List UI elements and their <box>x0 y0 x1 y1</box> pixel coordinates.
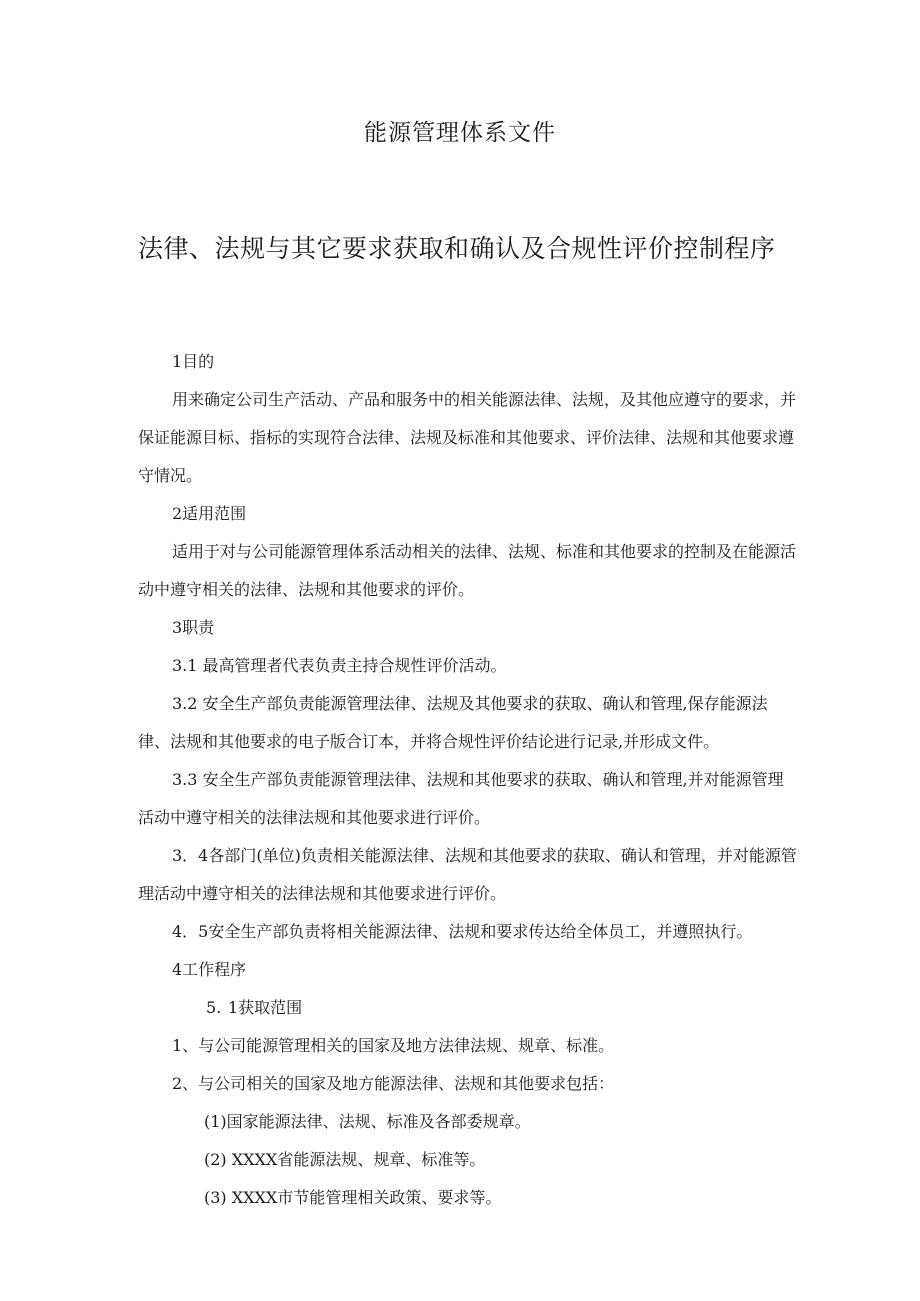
paragraph: 用来确定公司生产活动、产品和服务中的相关能源法律、法规，及其他应遵守的要求，并保证能源目标、指标的实现符合法律、法规及标准和其他要求、评价法律、法规和其他要求遵守情况。 <box>138 390 797 485</box>
list-item: 2、与公司相关的国家及地方能源法律、法规和其他要求包括： <box>172 1074 615 1093</box>
paragraph: 3．4各部门(单位)负责相关能源法律、法规和其他要求的获取、确认和管理，并对能源管理活动中遵守相关的法律法规和其他要求进行评价。 <box>138 846 797 903</box>
section-heading: 3职责 <box>172 618 215 637</box>
sub-list-item: (3) XXXX市节能管理相关政策、要求等。 <box>204 1188 502 1207</box>
sub-list-item: (1)国家能源法律、法规、标准及各部委规章。 <box>204 1112 531 1131</box>
document-body <box>138 343 798 1217</box>
subsection-number: 5. <box>206 998 222 1017</box>
list-item: 1、与公司能源管理相关的国家及地方法律法规、规章、标准。 <box>172 1036 615 1055</box>
section-heading: 2适用范围 <box>172 504 247 523</box>
paragraph: 适用于对与公司能源管理体系活动相关的法律、法规、标准和其他要求的控制及在能源活动中遵守相关的法律、法规和其他要求的评价。 <box>138 542 797 599</box>
paragraph: 3.3 安全生产部负责能源管理法律、法规和其他要求的获取、确认和管理,并对能源管理活动中遵守相关的法律法规和其他要求进行评价。 <box>138 770 784 827</box>
paragraph: 3.2 安全生产部负责能源管理法律、法规及其他要求的获取、确认和管理,保存能源法律、法规和其他要求的电子版合订本，并将合规性评价结论进行记录,并形成文件。 <box>138 694 768 751</box>
subsection-heading <box>138 989 798 1027</box>
document-title: 能源管理体系文件 <box>364 120 556 146</box>
paragraph: 4．5安全生产部负责将相关能源法律、法规和要求传达给全体员工，并遵照执行。 <box>172 922 753 941</box>
sub-list-item: (2) XXXX省能源法规、规章、标准等。 <box>204 1150 486 1169</box>
subsection-title: 1获取范围 <box>228 998 303 1017</box>
document-subtitle: 法律、法规与其它要求获取和确认及合规性评价控制程序 <box>138 234 776 263</box>
section-heading: 4工作程序 <box>172 960 247 979</box>
section-heading: 1目的 <box>172 352 215 371</box>
paragraph: 3.1 最高管理者代表负责主持合规性评价活动。 <box>172 656 507 675</box>
